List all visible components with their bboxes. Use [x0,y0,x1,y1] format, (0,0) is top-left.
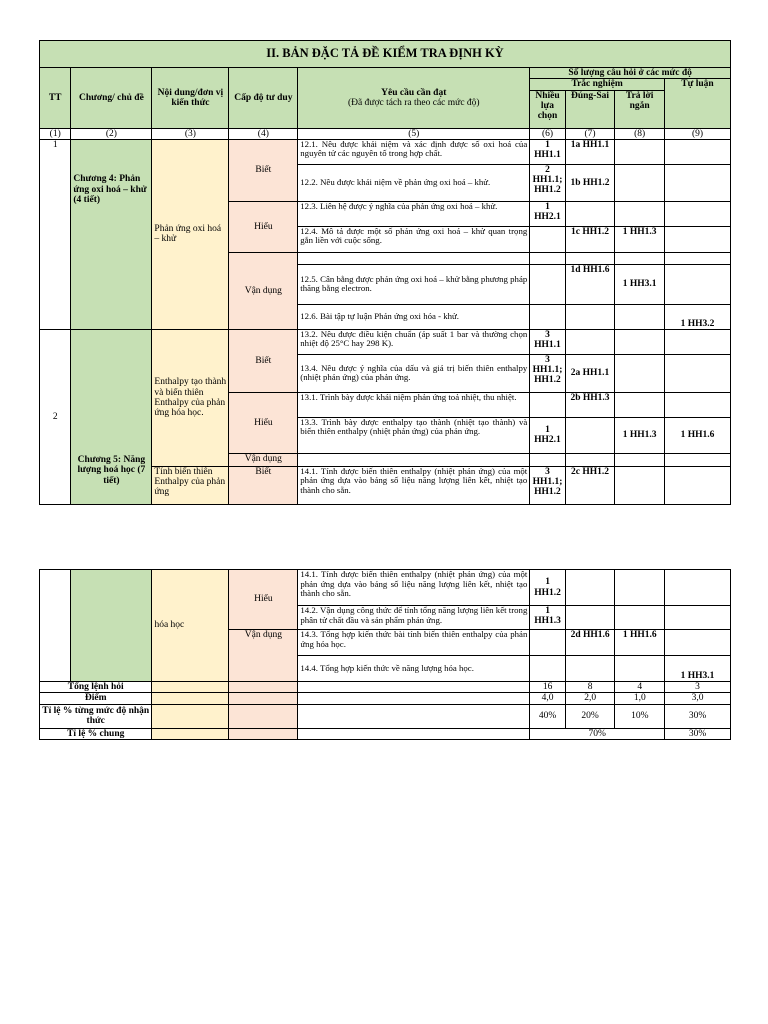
count-cell: 1 HH1.6 [664,417,730,453]
summary-value: 40% [530,704,565,728]
count-cell [615,164,665,201]
summary-value: 4,0 [530,693,565,704]
level-cell: Vận dụng [229,630,298,682]
header-yeucau-title: Yêu cầu cần đạt [381,87,447,98]
level-cell: Biết [229,139,298,201]
requirement-cell: 14.1. Tính được biến thiên enthalpy (nhiệt phản ứng) của một phản ứng dựa vào bảng số liệu năng lượng liên kết, nhiệt tạo thành cho sẵn. [298,570,530,606]
summary-label: Tỉ lệ % từng mức độ nhận thức [40,704,152,728]
summary-label: Tổng lệnh hỏi [40,682,152,693]
spec-table-part1 [39,40,731,505]
summary-value: 70% [530,728,665,739]
summary-empty [229,682,298,693]
count-cell [665,570,731,606]
summary-value: 1,0 [615,693,665,704]
requirement-cell: 13.3. Trình bày được enthalpy tạo thành (nhiệt tạo thành) và biến thiên enthalpy (nhiệt phản ứng) của phản ứng. [298,417,530,453]
summary-value: 3 [665,682,731,693]
count-cell [530,453,565,466]
chapter-cell [71,329,152,504]
count-cell [664,226,730,252]
count-cell: 1 HH1.3 [615,226,665,252]
summary-value: 20% [565,704,615,728]
header-nhieulua: Nhiều lựa chọn [530,90,565,128]
count-cell [665,606,731,630]
header-noidung: Nội dung/đơn vị kiến thức [152,68,229,129]
count-cell [615,354,665,392]
count-cell [615,201,665,226]
count-cell: 2b HH1.3 [565,392,615,417]
summary-empty [152,682,229,693]
count-cell: 3 HH1.1; HH1.2 [530,466,565,504]
summary-row-diem [40,693,731,704]
tt-cell: 1 [40,139,71,329]
count-cell [530,252,565,264]
summary-value: 30% [665,728,731,739]
count-cell [615,304,665,329]
count-cell: 2 HH1.1; HH1.2 [530,164,565,201]
count-cell [530,304,565,329]
count-cell: 3 HH1.1; HH1.2 [530,354,565,392]
count-cell [565,252,615,264]
col-number: (6) [530,128,565,139]
requirement-cell: 12.5. Cân bằng được phản ứng oxi hoá – khử bằng phương pháp thăng bằng electron. [298,264,530,304]
summary-empty [152,693,229,704]
summary-empty [298,693,530,704]
count-cell [530,630,565,656]
chapter-cell [71,139,152,329]
summary-label: Tỉ lệ % chung [40,728,152,739]
count-cell [615,466,665,504]
count-cell [565,606,615,630]
tt-cell: 2 [40,329,71,504]
spec-table-part2 [39,569,731,740]
summary-empty [229,693,298,704]
summary-value: 30% [665,704,731,728]
count-cell: 1 HH1.3 [530,606,565,630]
col-number: (3) [152,128,229,139]
count-cell [615,139,665,164]
count-cell: 1 HH2.1 [530,417,565,453]
level-cell: Hiểu [229,392,298,453]
count-cell [664,392,730,417]
count-cell [565,304,615,329]
summary-empty [229,728,298,739]
count-cell [664,139,730,164]
count-cell [664,354,730,392]
requirement-cell [298,453,530,466]
count-cell: 2d HH1.6 [565,630,615,656]
header-yeucau [298,68,530,129]
header-tuluan: Tự luận [664,79,730,128]
table-row [40,570,731,606]
chapter-cell [71,570,152,682]
count-cell: 1 HH1.1 [530,139,565,164]
content-cell: Phản ứng oxi hoá – khử [152,139,229,329]
count-cell [664,164,730,201]
col-number: (1) [40,128,71,139]
content-cell: Tính biến thiên Enthalpy của phản ứng [152,466,229,504]
count-cell [664,264,730,304]
count-cell: 2c HH1.2 [565,466,615,504]
count-cell [530,656,565,682]
summary-empty [152,728,229,739]
page-title: II. BẢN ĐẶC TẢ ĐỀ KIỂM TRA ĐỊNH KỲ [40,41,731,68]
count-cell [530,392,565,417]
summary-row-tong [40,682,731,693]
count-cell [664,201,730,226]
level-cell: Hiểu [229,201,298,252]
requirement-cell: 13.1. Trình bày được khái niệm phản ứng toả nhiệt, thu nhiệt. [298,392,530,417]
count-cell: 1 HH1.3 [615,417,665,453]
count-cell: 1d HH1.6 [565,264,615,304]
requirement-cell [298,252,530,264]
count-cell [565,453,615,466]
count-cell [565,329,615,354]
summary-value: 10% [615,704,665,728]
count-cell: 1 HH1.2 [530,570,565,606]
requirement-cell: 13.2. Nêu được điều kiện chuẩn (áp suất 1 bar và thường chọn nhiệt độ 25°C hay 298 K). [298,329,530,354]
count-cell [565,570,615,606]
requirement-cell: 12.3. Liên hệ được ý nghĩa của phản ứng oxi hoá – khử. [298,201,530,226]
count-cell [664,453,730,466]
count-cell: 1b HH1.2 [565,164,615,201]
col-number: (4) [229,128,298,139]
count-cell: 1 HH1.6 [615,630,665,656]
chapter-label: Chương 5: Năng lượng hoá học (7 tiết) [77,455,146,486]
requirement-cell: 12.1. Nêu được khái niệm và xác định được số oxi hoá của nguyên tử các nguyên tố trong hợp chất. [298,139,530,164]
count-cell [615,392,665,417]
header-yeucau-note: (Đã được tách ra theo các mức độ) [347,97,480,108]
requirement-cell: 12.4. Mô tả được một số phản ứng oxi hoá – khử quan trọng gắn liền với cuộc sống. [298,226,530,252]
table-row [40,139,731,164]
count-cell [615,656,665,682]
summary-empty [229,704,298,728]
header-tracnghiem: Trắc nghiệm [530,79,665,90]
summary-empty [298,704,530,728]
count-cell: 1 HH3.2 [664,304,730,329]
count-cell [565,417,615,453]
level-cell: Hiểu [229,570,298,630]
count-cell [565,656,615,682]
count-cell: 1c HH1.2 [565,226,615,252]
col-number: (9) [664,128,730,139]
content-cell: Enthalpy tạo thành và biến thiên Enthalpy của phản ứng hóa học. [152,329,229,466]
count-cell: 1 HH2.1 [530,201,565,226]
count-cell: 1a HH1.1 [565,139,615,164]
count-cell [615,570,665,606]
summary-value: 16 [530,682,565,693]
col-number: (5) [298,128,530,139]
header-soluong: Số lượng câu hỏi ở các mức độ [530,68,731,79]
count-cell [665,630,731,656]
col-number: (8) [615,128,665,139]
header-tt: TT [40,68,71,129]
level-cell: Biết [229,329,298,392]
count-cell [664,466,730,504]
summary-empty [298,728,530,739]
level-cell: Vận dụng [229,252,298,329]
level-cell: Vận dụng [229,453,298,466]
col-number: (2) [71,128,152,139]
count-cell: 2a HH1.1 [565,354,615,392]
count-cell [565,201,615,226]
chapter-label: Chương 4: Phản ứng oxi hoá – khử (4 tiết) [73,174,147,205]
requirement-cell: 13.4. Nêu được ý nghĩa của dấu và giá trị biến thiên enthalpy (nhiệt phản ứng) của phản ứng. [298,354,530,392]
summary-row-chung [40,728,731,739]
count-cell [664,329,730,354]
count-cell: 1 HH3.1 [665,656,731,682]
summary-value: 2,0 [565,693,615,704]
summary-value: 4 [615,682,665,693]
requirement-cell: 14.1. Tính được biến thiên enthalpy (nhiệt phản ứng) của một phản ứng dựa vào bảng số liệu năng lượng liên kết, nhiệt tạo thành cho sẵn. [298,466,530,504]
table-row [40,329,731,354]
summary-value: 8 [565,682,615,693]
count-cell [664,252,730,264]
requirement-cell: 14.3. Tổng hợp kiến thức bài tính biến thiên enthalpy của phản ứng hóa học. [298,630,530,656]
header-dungsai: Đúng-Sai [565,90,615,128]
header-chuong: Chương/ chủ đề [71,68,152,129]
header-traloi: Trả lời ngắn [615,90,665,128]
content-cell: hóa học [152,570,229,682]
header-capdo: Cấp độ tư duy [229,68,298,129]
requirement-cell: 14.2. Vận dụng công thức để tính tổng năng lượng liên kết trong phân tử chất đầu và sản phẩm phản ứng. [298,606,530,630]
tt-cell [40,570,71,682]
col-number: (7) [565,128,615,139]
level-cell: Biết [229,466,298,504]
count-cell [615,329,665,354]
count-cell [615,606,665,630]
count-cell: 1 HH3.1 [615,264,665,304]
summary-label: Điểm [40,693,152,704]
requirement-cell: 12.2. Nêu được khái niệm về phản ứng oxi hoá – khử. [298,164,530,201]
summary-value: 3,0 [665,693,731,704]
summary-empty [298,682,530,693]
count-cell [530,226,565,252]
summary-empty [152,704,229,728]
count-cell [530,264,565,304]
count-cell [615,453,665,466]
summary-row-tile [40,704,731,728]
requirement-cell: 14.4. Tổng hợp kiến thức về năng lượng hóa học. [298,656,530,682]
requirement-cell: 12.6. Bài tập tự luận Phản ứng oxi hóa - khử. [298,304,530,329]
count-cell: 3 HH1.1 [530,329,565,354]
count-cell [615,252,665,264]
